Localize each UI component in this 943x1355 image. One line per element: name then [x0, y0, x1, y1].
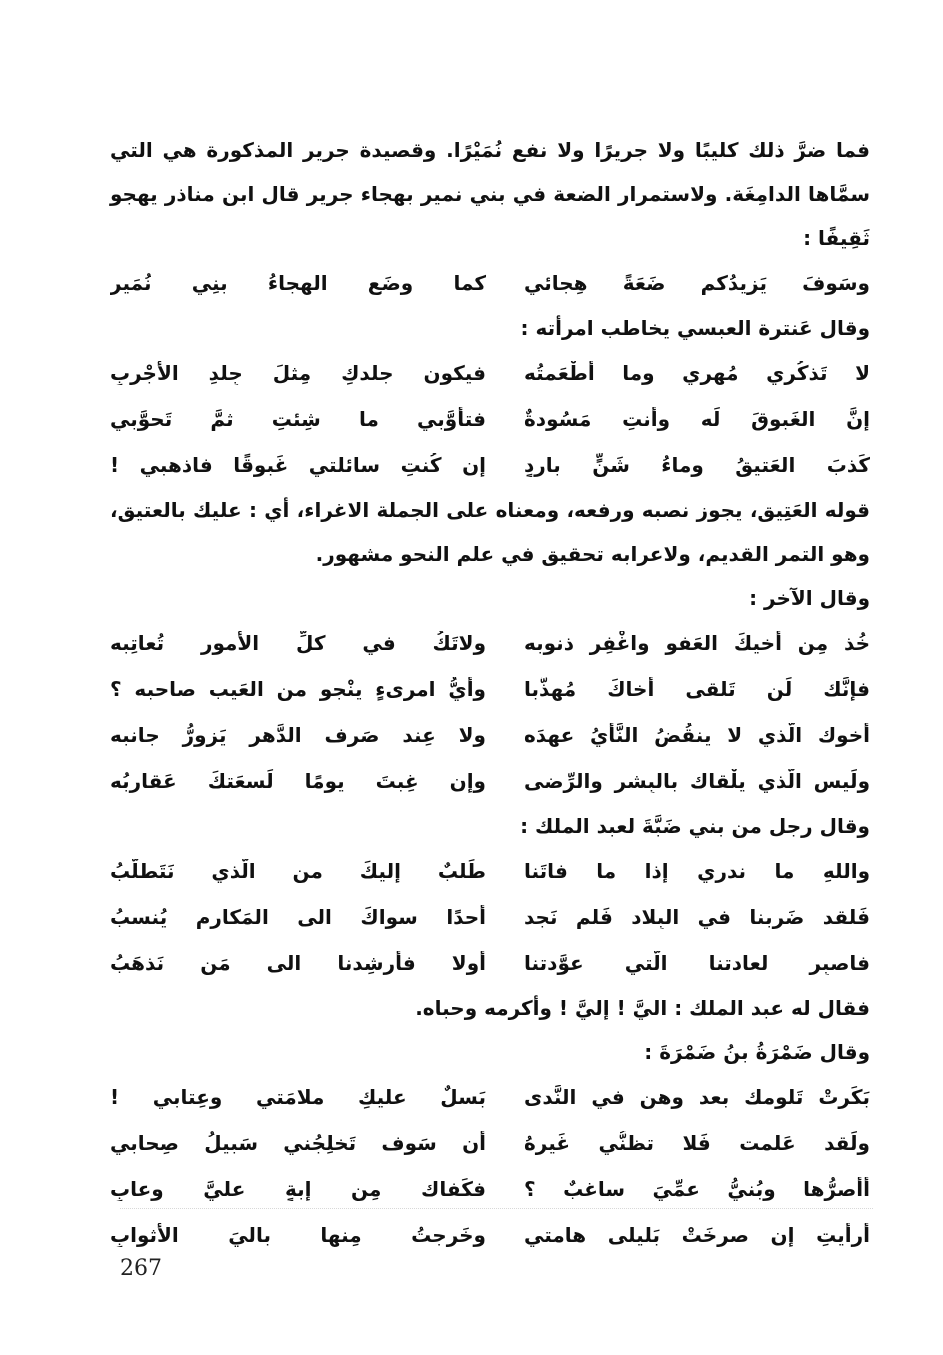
- verse-second-hemistich: بَسلٌ عليكِ ملامَتي وعِتابي !: [110, 1085, 486, 1109]
- verse-second-hemistich: وخَرجتُ مِنها باليَ الأثوابِ: [110, 1223, 486, 1247]
- verse-second-hemistich: فتأوَّبي ما شِئتِ ثمَّ تَحوَّبي: [110, 407, 486, 431]
- attribution-line: فقال له عبد الملك : اليَّ ! إليَّ ! وأكرمه وحباه.: [415, 996, 870, 1020]
- verse-first-hemistich: ولَيس الَّذي يلْقاك بالبِشر والرِّضى: [524, 769, 870, 793]
- verse-first-hemistich: بَكَرتْ تَلومك بعد وهنٍ في النَّدى: [524, 1085, 870, 1109]
- verse-first-hemistich: فإنَّك لَن تَلقى أخاكَ مُهذَّبا: [524, 677, 870, 701]
- verse-first-hemistich: خُذ مِن أخيكَ العَفو واغْفِر ذنوبه: [524, 631, 870, 655]
- verse-second-hemistich: ولا عِند صَرف الدَّهر يَزورُّ جانبه: [110, 723, 486, 747]
- attribution-line: وقال عَنترة العبسي يخاطب امرأته :: [520, 316, 870, 340]
- verse-first-hemistich: أأصرُّها وبُنيُّ عمِّيَ ساغبٌ ؟: [524, 1177, 870, 1201]
- verse-second-hemistich: وإن غِبتَ يومًا لَسعَتكَ عَقاربُه: [110, 769, 486, 793]
- page-text: [110, 128, 870, 1258]
- verse-line: [110, 1120, 870, 1166]
- verse-line: [110, 666, 870, 712]
- verse-second-hemistich: طَلبٌ إليكَ من الَّذي نَتَطلَّبُ: [110, 859, 486, 883]
- verse-first-hemistich: فَلقد ضَربنا في البِلاد فَلم نَجد: [524, 905, 870, 929]
- verse-line: [110, 894, 870, 940]
- scan-artifact-line: [120, 1208, 873, 1209]
- verse-line: [110, 396, 870, 442]
- verse-first-hemistich: وسَوفَ يَزيدُكم ضَعَةً هِجائي: [524, 271, 870, 295]
- verse-second-hemistich: فكَفاك مِن إبةٍ عليَّ وعابِ: [110, 1177, 486, 1201]
- verse-line: [110, 712, 870, 758]
- verse-first-hemistich: ولَقد عَلمت فَلا تظنُّي غَيرهُ: [524, 1131, 870, 1155]
- verse-second-hemistich: أن سَوف تَخلِجُني سَبيلُ صِحابي: [110, 1131, 486, 1155]
- verse-first-hemistich: فاصبِر لعادتنا الَّتي عوَّدتنا: [524, 951, 870, 975]
- verse-second-hemistich: كما وضَع الهِجاءُ بنِي نُمَيرِ: [110, 271, 486, 295]
- verse-line: [110, 260, 870, 306]
- verse-second-hemistich: ولاتَكُ في كلِّ الأمورِ تُعاتِبه: [110, 631, 486, 655]
- verse-line: [110, 848, 870, 894]
- attribution-line: وقال رجل من بني ضَبَّةَ لعبد الملك :: [520, 814, 870, 838]
- verse-line: [110, 620, 870, 666]
- verse-line: [110, 1212, 870, 1258]
- attribution-line: وقال الآخر :: [749, 586, 870, 610]
- verse-line: [110, 940, 870, 986]
- verse-line: [110, 1074, 870, 1120]
- verse-first-hemistich: واللهِ ما ندري إذا ما فاتَنا: [524, 859, 870, 883]
- prose-paragraph: فما ضرَّ ذلك كليبًا ولا جريرًا ولا نفع نُمَيْرًا. وقصيدة جرير المذكورة هي التي سمَّاها الدامِغَة. ولاستمرار الضعة في بني نمير بهجاء جرير قال ابن مناذر يهجو ثَقِيفًا :: [110, 138, 870, 250]
- verse-second-hemistich: أحدًا سواكَ الى المَكارمِ يُنسبُ: [110, 905, 486, 929]
- verse-line: [110, 442, 870, 488]
- verse-second-hemistich: إن كُنتِ سائلتي غَبوقًا فاذهبي !: [110, 453, 486, 477]
- verse-first-hemistich: أرأيتِ إن صرخَتْ بَليلى هامتي: [524, 1223, 870, 1247]
- verse-second-hemistich: أولا فأرشِدنا الى مَن نَذهَبُ: [110, 951, 486, 975]
- verse-first-hemistich: كَذبَ العَتيقُ وماءُ شَنٍّ باردٍ: [524, 453, 870, 477]
- verse-first-hemistich: لا تَذكُري مُهري وما أطْعَمتُه: [524, 361, 870, 385]
- verse-line: [110, 758, 870, 804]
- prose-paragraph: قوله العَتِيق، يجوز نصبه ورفعه، ومعناه على الجملة الاغراء، أي : عليك بالعتيق، وهو التمر القديم، ولاعرابه تحقيق في علم النحو مشهور.: [110, 498, 870, 566]
- page-number: 267: [120, 1256, 162, 1281]
- verse-line: [110, 350, 870, 396]
- verse-second-hemistich: وأيُّ امرىءٍ ينْجو من العَيب صاحبه ؟: [110, 677, 486, 701]
- attribution-line: وقال ضَمْرَةُ بنُ ضَمْرَةَ :: [644, 1040, 870, 1064]
- verse-second-hemistich: فيكون جلدكِ مِثلَ جِلدِ الأجْربِ: [110, 361, 486, 385]
- verse-line: [110, 1166, 870, 1212]
- verse-first-hemistich: أخوك الَّذي لا ينقُضُ النَّأيُ عهدَه: [524, 723, 870, 747]
- verse-first-hemistich: إنَّ الغَبوقَ لَه وأنتِ مَسُودةٌ: [524, 407, 870, 431]
